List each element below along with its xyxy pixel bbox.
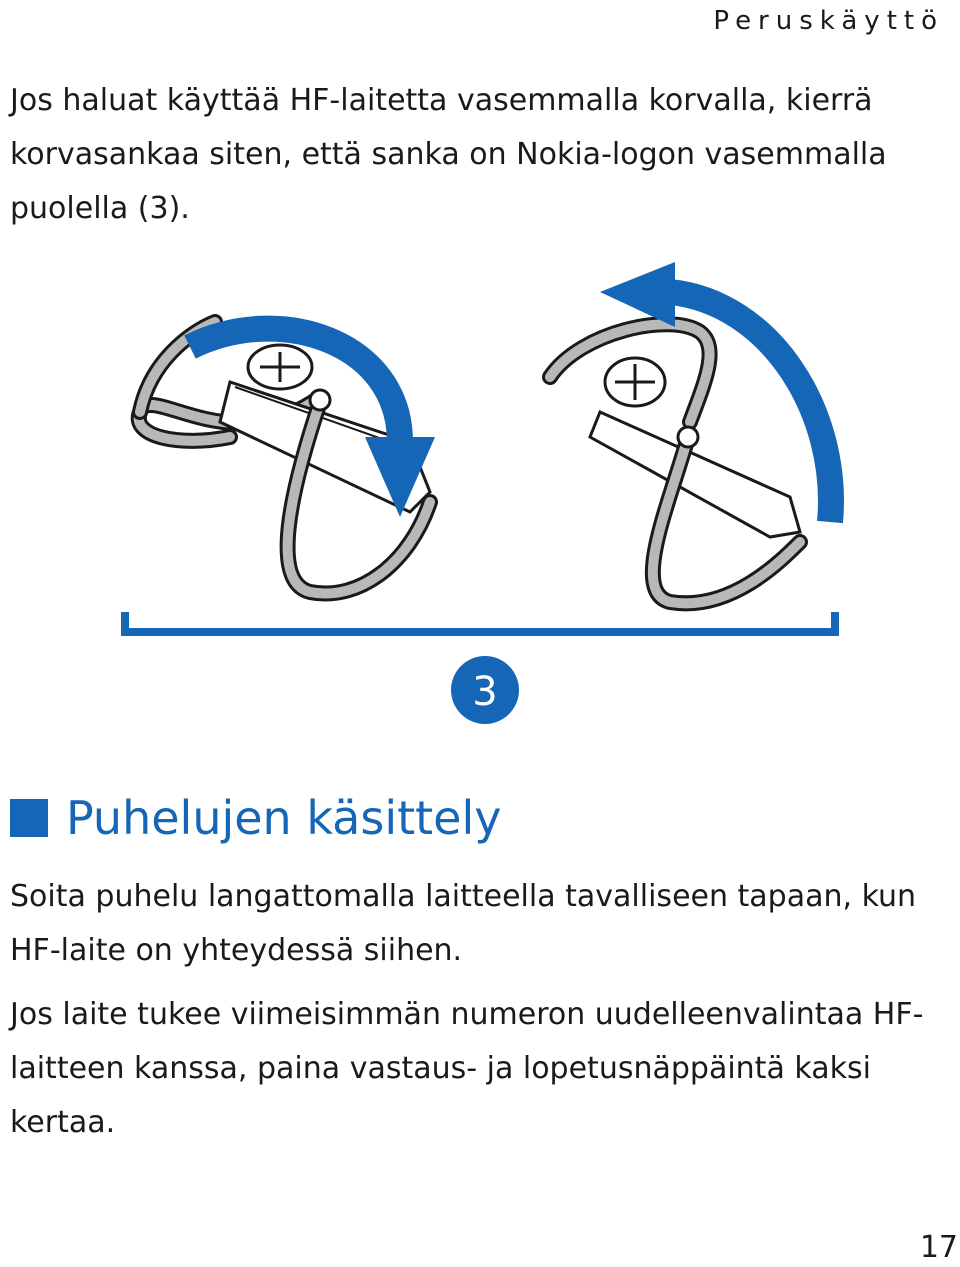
heading-square-icon	[10, 799, 48, 837]
page-number: 17	[919, 1230, 958, 1265]
figure-bracket	[125, 612, 835, 632]
section-heading	[10, 788, 501, 848]
section-title: Puhelujen käsittely	[66, 791, 502, 845]
headset-illustration	[110, 262, 850, 732]
running-header: Peruskäyttö	[713, 6, 944, 36]
step-number: 3	[472, 669, 498, 715]
headset-right-icon	[550, 324, 800, 603]
intro-paragraph: Jos haluat käyttää HF-laitetta vasemmalla korvalla, kierrä korvasankaa siten, että sanka on Nokia-logon vasemmalla puolella (3).	[10, 83, 887, 226]
section-paragraph: Soita puhelu langattomalla laitteella tavalliseen tapaan, kun HF-laite on yhteydessä siihen.	[10, 879, 917, 968]
section-paragraph: Jos laite tukee viimeisimmän numeron uudelleenvalintaa HF-laitteen kanssa, paina vastaus- ja lopetusnäppäintä kaksi kertaa.	[10, 997, 924, 1140]
